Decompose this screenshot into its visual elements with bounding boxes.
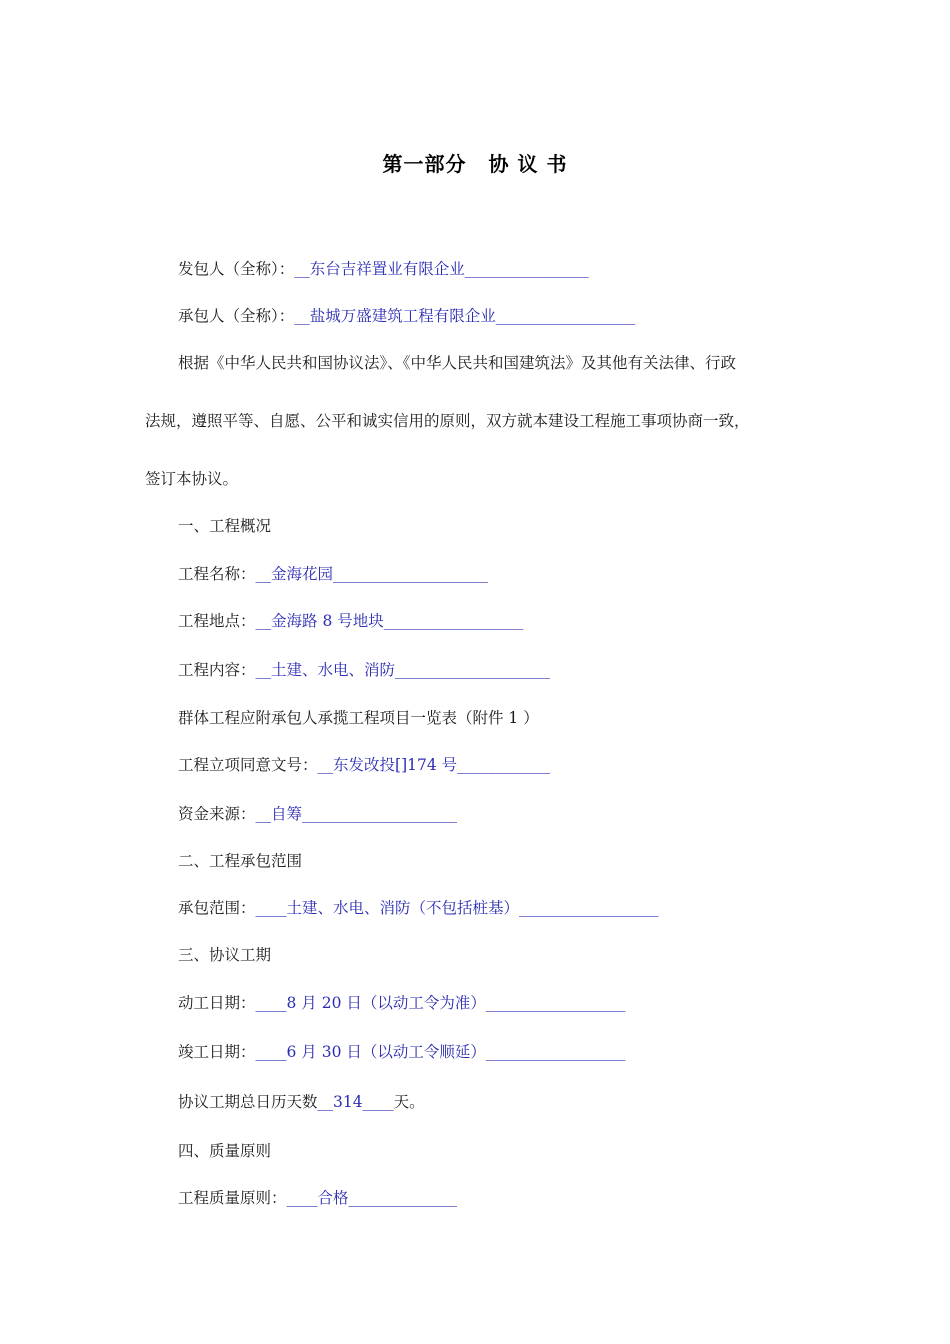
total-days-label: 协议工期总日历天数 — [178, 1093, 318, 1111]
title-name: 协 议 书 — [488, 152, 568, 176]
preamble-line-1: 根据《中华人民共和国协议法》、《中华人民共和国建筑法》及其他有关法律、行政 — [178, 354, 737, 372]
project-content-line — [178, 659, 550, 681]
project-name-label: 工程名称： — [178, 565, 256, 583]
contractor-value: __盐城万盛建筑工程有限企业__________________ — [294, 307, 636, 325]
quality-line — [178, 1187, 457, 1209]
scope-label: 承包范围： — [178, 899, 256, 917]
section4-heading: 四、质量原则 — [178, 1142, 272, 1160]
start-date-line — [178, 992, 625, 1014]
project-content-label: 工程内容： — [178, 661, 256, 679]
employer-line — [178, 258, 589, 280]
approval-value: __东发改投[]174 号____________ — [317, 756, 551, 774]
scope-line — [178, 897, 659, 919]
project-site-line — [178, 610, 523, 632]
end-date-value: ____6 月 30 日（以动工令顺延）__________________ — [255, 1043, 626, 1061]
group-project-note: 群体工程应附承包人承揽工程项目一览表（附件 1 ） — [178, 709, 539, 727]
quality-label: 工程质量原则： — [178, 1189, 287, 1207]
section1-heading: 一、工程概况 — [178, 517, 272, 535]
end-date-label: 竣工日期： — [178, 1043, 256, 1061]
start-date-value: ____8 月 20 日（以动工令为准）__________________ — [255, 994, 626, 1012]
fund-label: 资金来源： — [178, 805, 256, 823]
preamble-line-2: 法规，遵照平等、自愿、公平和诚实信用的原则，双方就本建设工程施工事项协商一致， — [145, 412, 750, 430]
fund-value: __自筹____________________ — [255, 805, 458, 823]
project-name-line — [178, 563, 488, 585]
employer-label: 发包人（全称）： — [178, 260, 295, 278]
section2-heading: 二、工程承包范围 — [178, 852, 303, 870]
section3-heading: 三、协议工期 — [178, 946, 272, 964]
approval-label: 工程立项同意文号： — [178, 756, 318, 774]
approval-line — [178, 754, 550, 776]
project-site-label: 工程地点： — [178, 612, 256, 630]
project-name-value: __金海花园____________________ — [255, 565, 489, 583]
total-days-value: __314____ — [317, 1093, 394, 1111]
project-site-value: __金海路 8 号地块__________________ — [255, 612, 524, 630]
employer-value: __东台吉祥置业有限企业________________ — [294, 260, 589, 278]
scope-value: ____土建、水电、消防（不包括桩基）__________________ — [255, 899, 659, 917]
total-days-unit: 天。 — [393, 1093, 425, 1111]
quality-value: ____合格______________ — [286, 1189, 458, 1207]
title-part: 第一部分 — [382, 152, 467, 176]
contractor-label: 承包人（全称）： — [178, 307, 295, 325]
end-date-line — [178, 1041, 625, 1063]
contractor-line — [178, 305, 635, 327]
page-title — [0, 148, 950, 177]
project-content-value: __土建、水电、消防____________________ — [255, 661, 551, 679]
start-date-label: 动工日期： — [178, 994, 256, 1012]
preamble-line-3: 签订本协议。 — [145, 470, 239, 488]
total-days-line — [178, 1091, 425, 1113]
fund-line — [178, 803, 457, 825]
